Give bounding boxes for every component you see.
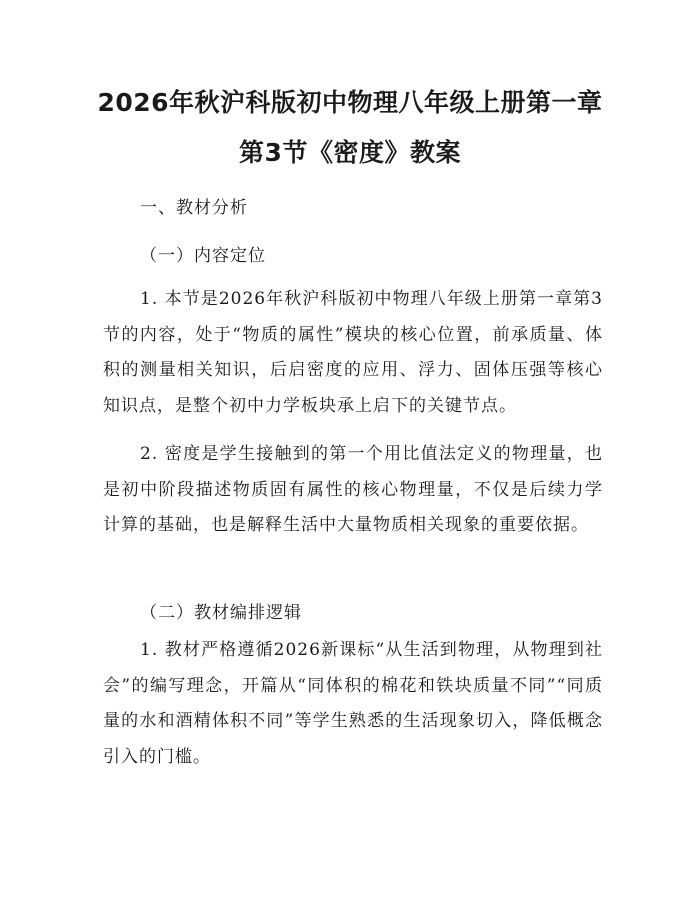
paragraph-arrangement-1: 1. 教材严格遵循2026新课标“从生活到物理，从物理到社会”的编写理念，开篇从“同体积的棉花和铁块质量不同”“同质量的水和酒精体积不同”等学生熟悉的生活现象切入，降低概念引入的门槛。 — [103, 640, 603, 767]
paragraph-positioning-2: 2. 密度是学生接触到的第一个用比值法定义的物理量，也是初中阶段描述物质固有属性的核心物理量，不仅是后续力学计算的基础，也是解释生活中大量物质相关现象的重要依据。 — [103, 444, 603, 535]
paragraph-positioning-1: 1. 本节是2026年秋沪科版初中物理八年级上册第一章第3节的内容，处于“物质的属性”模块的核心位置，前承质量、体积的测量相关知识，后启密度的应用、浮力、固体压强等核心知识点，是整个初中力学板块承上启下的关键节点。 — [103, 289, 603, 416]
subsection-heading-textbook-arrangement: （二）教材编排逻辑 — [140, 603, 302, 623]
document-title-line2: 第3节《密度》教案 — [239, 138, 461, 167]
document-title-line1: 2026年秋沪科版初中物理八年级上册第一章 — [97, 88, 603, 117]
subsection-heading-content-positioning: （一）内容定位 — [140, 246, 266, 266]
section-heading-textbook-analysis: 一、教材分析 — [140, 198, 248, 218]
